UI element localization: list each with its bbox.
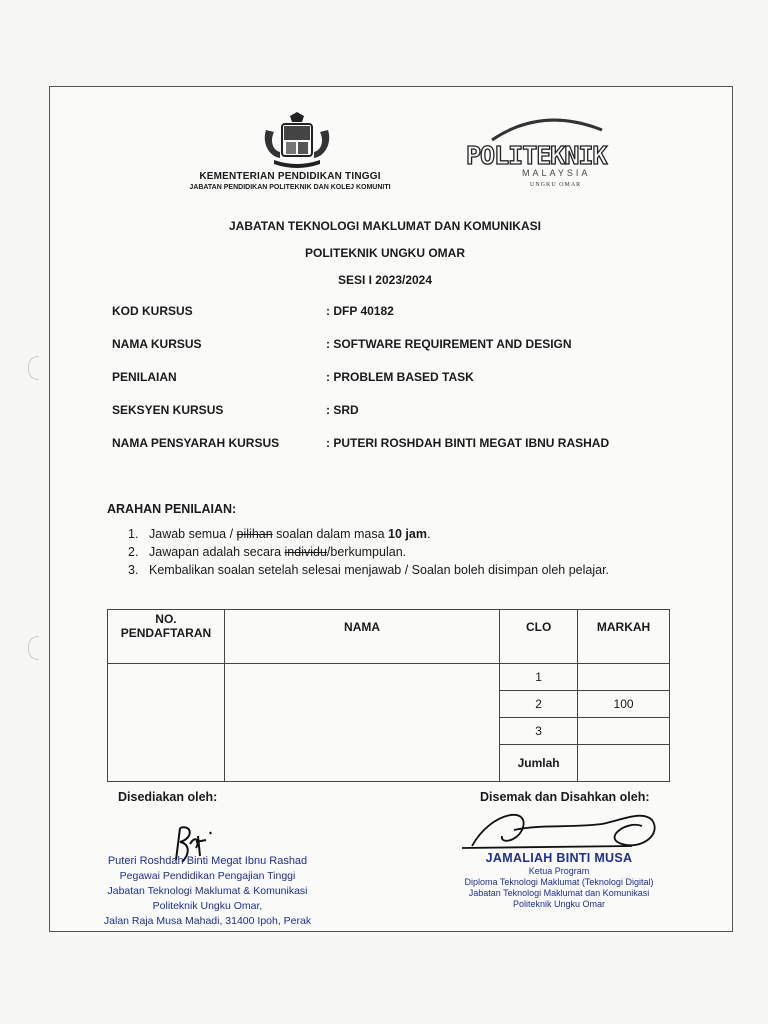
course-info bbox=[112, 304, 672, 469]
approver-title: Ketua Program bbox=[528, 866, 590, 876]
item-text: Kembalikan soalan setelah selesai menjawab / Soalan boleh disimpan oleh pelajar. bbox=[149, 563, 610, 577]
text-part: soalan dalam masa bbox=[272, 527, 389, 541]
info-value: : PROBLEM BASED TASK bbox=[326, 370, 474, 384]
logo-campus: UNGKU OMAR bbox=[530, 182, 582, 188]
item-number: 1. bbox=[128, 527, 139, 541]
logo-country: MALAYSIA bbox=[522, 168, 591, 178]
header-markah: MARKAH bbox=[578, 610, 670, 664]
info-label: NAMA PENSYARAH KURSUS bbox=[112, 436, 280, 450]
session-title: SESI I 2023/2024 bbox=[337, 273, 433, 287]
item-number: 2. bbox=[128, 545, 139, 559]
header-clo: CLO bbox=[500, 610, 578, 664]
header-nama: NAMA bbox=[224, 610, 499, 664]
text-part: Jawab semua / bbox=[149, 527, 237, 541]
info-row bbox=[112, 403, 672, 436]
instructions-list bbox=[128, 525, 648, 579]
text-part: . bbox=[426, 527, 431, 541]
markah-cell: 100 bbox=[578, 691, 670, 718]
registration-cell bbox=[108, 664, 225, 782]
department-title: JABATAN TEKNOLOGI MAKLUMAT DAN KOMUNIKASI bbox=[229, 219, 541, 233]
header-no-pendaftaran: NO. PENDAFTARAN bbox=[108, 610, 225, 664]
table-row bbox=[108, 664, 670, 691]
punch-hole bbox=[28, 356, 39, 380]
prepared-by-stamp bbox=[80, 854, 335, 929]
coat-of-arms-logo bbox=[260, 112, 334, 172]
item-number: 3. bbox=[128, 563, 139, 577]
item-text bbox=[149, 525, 648, 543]
approver-department: Jabatan Teknologi Maklumat dan Komunikasi bbox=[468, 888, 650, 898]
prepared-by-label: Disediakan oleh: bbox=[118, 790, 218, 804]
institution-title: POLITEKNIK UNGKU OMAR bbox=[305, 246, 465, 260]
ministry-name: KEMENTERIAN PENDIDIKAN TINGGI bbox=[199, 171, 381, 182]
list-item bbox=[128, 561, 648, 579]
list-item bbox=[128, 543, 648, 561]
info-row bbox=[112, 304, 672, 337]
preparer-organization: Politeknik Ungku Omar, bbox=[152, 900, 263, 912]
preparer-title: Pegawai Pendidikan Pengajian Tinggi bbox=[119, 870, 296, 882]
ministry-header bbox=[150, 171, 430, 191]
info-row bbox=[112, 337, 672, 370]
info-label: PENILAIAN bbox=[112, 370, 177, 384]
clo-cell: 3 bbox=[500, 718, 578, 745]
item-text bbox=[149, 543, 648, 561]
text-part: /berkumpulan. bbox=[326, 545, 407, 559]
preparer-name: Puteri Roshdah Binti Megat Ibnu Rashad bbox=[107, 855, 308, 867]
name-cell bbox=[224, 664, 499, 782]
info-row bbox=[112, 436, 672, 469]
list-item bbox=[128, 525, 648, 543]
department-name: JABATAN PENDIDIKAN POLITEKNIK DAN KOLEJ KOMUNITI bbox=[189, 184, 391, 191]
preparer-department: Jabatan Teknologi Maklumat & Komunikasi bbox=[107, 885, 308, 897]
table-header-row bbox=[108, 610, 670, 664]
info-label: KOD KURSUS bbox=[112, 304, 193, 318]
info-value: : PUTERI ROSHDAH BINTI MEGAT IBNU RASHAD bbox=[326, 436, 610, 450]
markah-cell bbox=[578, 664, 670, 691]
bold-text: 10 jam bbox=[388, 527, 427, 541]
struck-text: individu bbox=[284, 545, 327, 559]
politeknik-logo bbox=[462, 112, 630, 190]
total-markah-cell bbox=[578, 745, 670, 782]
total-label-cell: Jumlah bbox=[500, 745, 578, 782]
text-part: Jawapan adalah secara bbox=[149, 545, 285, 559]
info-value: : SOFTWARE REQUIREMENT AND DESIGN bbox=[326, 337, 572, 351]
grade-table bbox=[107, 609, 670, 782]
struck-text: pilihan bbox=[236, 527, 273, 541]
info-label: SEKSYEN KURSUS bbox=[112, 403, 224, 417]
approved-by-label: Disemak dan Disahkan oleh: bbox=[480, 790, 650, 804]
instructions-heading: ARAHAN PENILAIAN: bbox=[107, 502, 237, 516]
logo-wordmark: POLITEKNIK bbox=[466, 141, 607, 170]
approver-program: Diploma Teknologi Maklumat (Teknologi Digital) bbox=[464, 877, 654, 887]
approver-name: JAMALIAH BINTI MUSA bbox=[485, 851, 633, 865]
info-row bbox=[112, 370, 672, 403]
info-value: : DFP 40182 bbox=[326, 304, 394, 318]
title-block bbox=[150, 219, 620, 300]
clo-cell: 2 bbox=[500, 691, 578, 718]
approved-by-stamp bbox=[440, 851, 678, 910]
punch-hole bbox=[28, 636, 39, 660]
preparer-address: Jalan Raja Musa Mahadi, 31400 Ipoh, Perak bbox=[103, 915, 312, 927]
info-value: : SRD bbox=[326, 403, 359, 417]
clo-cell: 1 bbox=[500, 664, 578, 691]
markah-cell bbox=[578, 718, 670, 745]
approver-organization: Politeknik Ungku Omar bbox=[512, 899, 606, 909]
info-label: NAMA KURSUS bbox=[112, 337, 202, 351]
